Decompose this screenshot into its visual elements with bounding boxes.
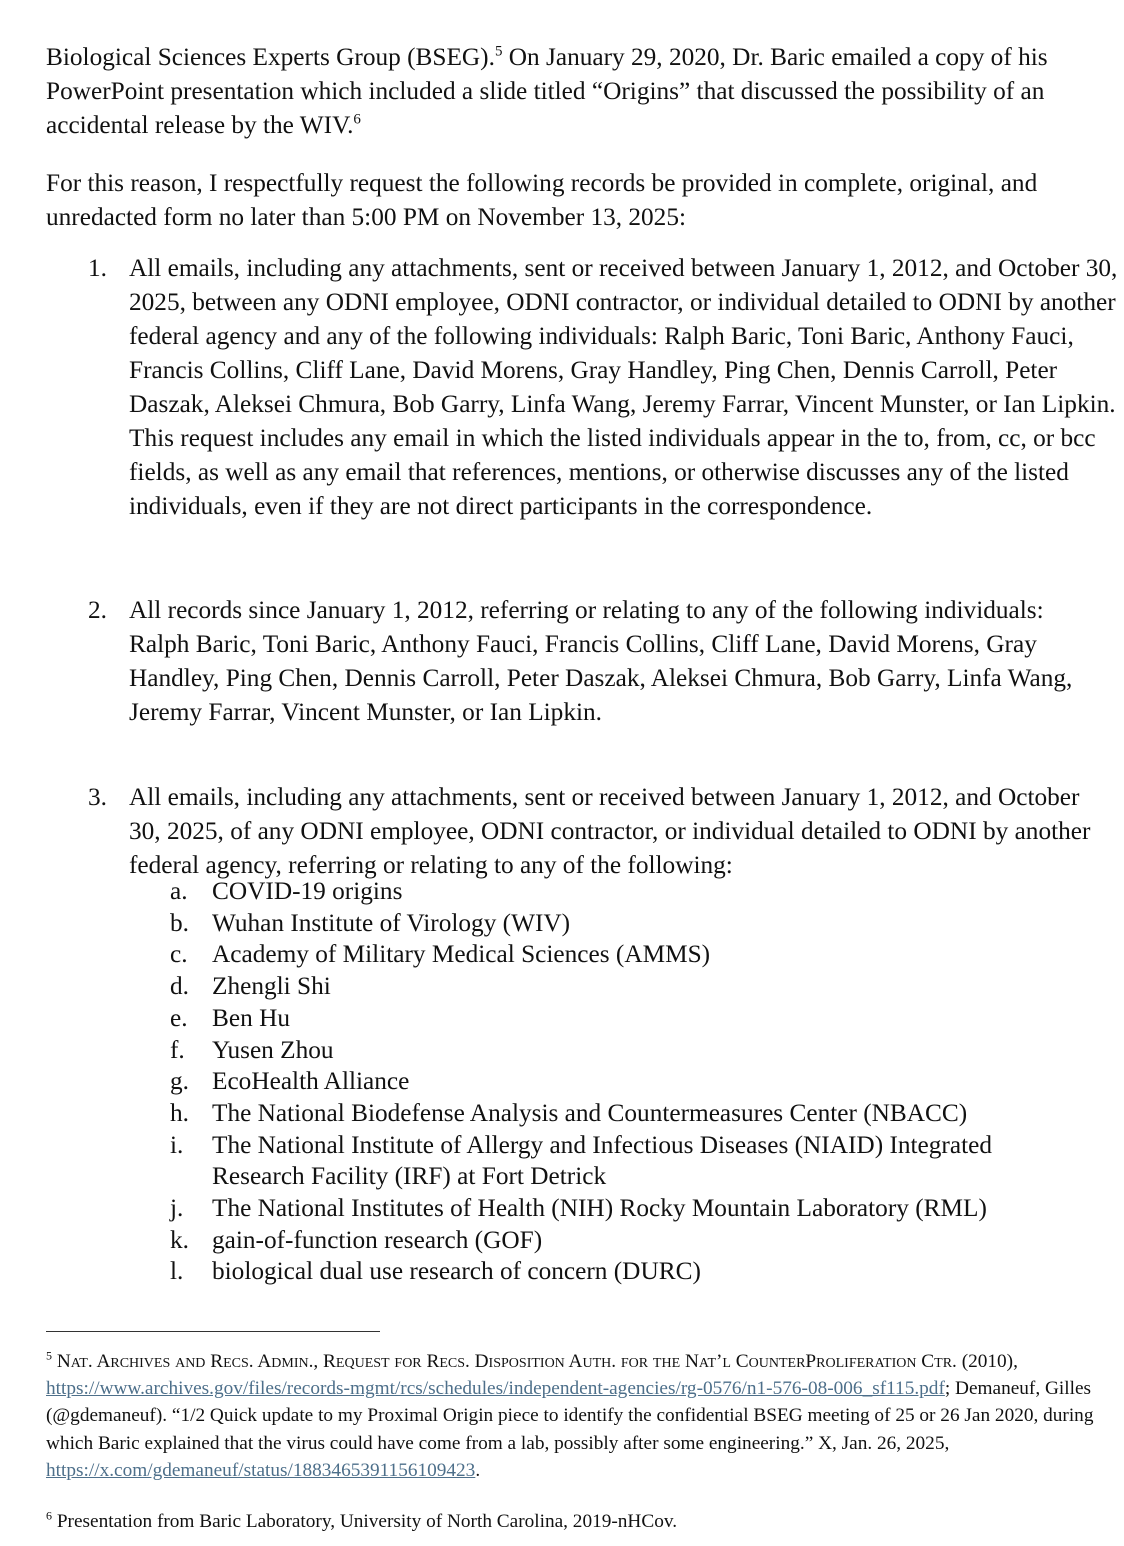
sub-letter: d.	[170, 972, 189, 1001]
sub-item-a	[170, 876, 1090, 908]
sub-text: gain-of-function research (GOF)	[212, 1225, 543, 1254]
sub-item-j	[170, 1193, 1090, 1225]
x-status-link[interactable]: https://x.com/gdemaneuf/status/1883465391156109423	[46, 1459, 476, 1481]
footnote-5	[46, 1348, 1121, 1484]
sub-item-c	[170, 939, 1090, 971]
intro-text-b: On January 29, 2020, Dr. Baric emailed a copy of his PowerPoint presentation which included a slide titled “Origins” that discussed the possibility of an accidental release by the WIV.	[46, 43, 1048, 139]
intro-paragraph	[46, 40, 1116, 142]
sub-text: biological dual use research of concern (DURC)	[212, 1257, 701, 1286]
footnote-mark: 5	[46, 1348, 52, 1363]
archives-link[interactable]: https://www.archives.gov/files/records-mgmt/rcs/schedules/independent-agencies/rg-0576/n1-576-08-006_sf115.pdf	[46, 1378, 945, 1400]
sub-text: Yusen Zhou	[212, 1035, 334, 1064]
sub-item-b	[170, 908, 1090, 940]
footnote-text: ; Demaneuf, Gilles (@gdemaneuf). “1/2 Quick update to my Proximal Origin piece to identify the confidential BSEG meeting of 25 or 26 Jan 2020, during which Baric explained that the virus could have come from a lab, possibly after some engineering.” X, Jan. 26, 2025,	[46, 1378, 1094, 1454]
sub-item-h	[170, 1098, 1090, 1130]
sub-text: Academy of Military Medical Sciences (AMMS)	[212, 940, 711, 969]
footnote-text: Presentation from Baric Laboratory, University of North Carolina, 2019-nHCov.	[52, 1511, 678, 1532]
sub-letter: c.	[170, 940, 188, 969]
sub-item-l	[170, 1256, 1090, 1288]
sub-letter: e.	[170, 1003, 188, 1032]
sub-text: Ben Hu	[212, 1003, 290, 1032]
sub-letter: g.	[170, 1067, 189, 1096]
footnote-mark: 6	[46, 1508, 52, 1523]
request-paragraph: For this reason, I respectfully request the following records be provided in complete, original, and unredacted form no later than 5:00 PM on November 13, 2025:	[46, 169, 1038, 231]
footnote-6	[46, 1508, 1121, 1535]
sub-list	[170, 876, 1090, 1288]
sub-text: The National Institute of Allergy and Infectious Diseases (NIAID) Integrated Research Facility (IRF) at Fort Detrick	[212, 1130, 992, 1191]
intro-text-a: Biological Sciences Experts Group (BSEG).	[46, 43, 495, 71]
sub-item-f	[170, 1035, 1090, 1067]
sub-item-e	[170, 1003, 1090, 1035]
sub-letter: i.	[170, 1130, 184, 1159]
sub-text: The National Institutes of Health (NIH) Rocky Mountain Laboratory (RML)	[212, 1194, 987, 1223]
footnote-ref-5[interactable]: 5	[494, 43, 503, 60]
sub-letter: j.	[170, 1194, 184, 1223]
sub-letter: h.	[170, 1098, 189, 1127]
sub-letter: b.	[170, 908, 189, 937]
item-number: 1.	[88, 254, 107, 282]
sub-text: EcoHealth Alliance	[212, 1067, 410, 1096]
sub-letter: k.	[170, 1225, 189, 1254]
sub-letter: a.	[170, 877, 188, 905]
sub-item-g	[170, 1066, 1090, 1098]
sub-text: Zhengli Shi	[212, 972, 331, 1001]
sub-letter: f.	[170, 1035, 185, 1064]
item-number: 2.	[88, 596, 107, 624]
sub-text: The National Biodefense Analysis and Countermeasures Center (NBACC)	[212, 1098, 968, 1127]
footnote-end: .	[475, 1459, 481, 1481]
sub-item-k	[170, 1225, 1090, 1257]
item-text: All emails, including any attachments, sent or received between January 1, 2012, and October 30, 2025, of any ODNI employee, ODNI contractor, or individual detailed to ODNI by another federal agency, referring or relating to any of the following:	[129, 783, 1091, 879]
sub-text: COVID-19 origins	[212, 877, 403, 905]
item-number: 3.	[88, 783, 107, 811]
footnote-citation: Nat. Archives and Recs. Admin., Request for Recs. Disposition Auth. for the Nat’l CounterProliferation Ctr. (2010),	[56, 1351, 1018, 1372]
sub-text: Wuhan Institute of Virology (WIV)	[212, 908, 571, 937]
item-text: All records since January 1, 2012, referring or relating to any of the following individuals: Ralph Baric, Toni Baric, Anthony Fauci, Francis Collins, Cliff Lane, David Morens, Gray Handley, Ping Chen, Dennis Carroll, Peter Daszak, Aleksei Chmura, Bob Garry, Linfa Wang, Jeremy Farrar, Vincent Munster, or Ian Lipkin.	[129, 596, 1073, 726]
footnote-ref-6[interactable]: 6	[353, 111, 361, 128]
sub-item-i	[170, 1130, 1082, 1193]
sub-letter: l.	[170, 1257, 184, 1286]
sub-item-d	[170, 971, 1090, 1003]
item-text: All emails, including any attachments, sent or received between January 1, 2012, and October 30, 2025, between any ODNI employee, ODNI contractor, or individual detailed to ODNI by another federal agency and any of the following individuals: Ralph Baric, Toni Baric, Anthony Fauci, Francis Collins, Cliff Lane, David Morens, Gray Handley, Ping Chen, Dennis Carroll, Peter Daszak, Aleksei Chmura, Bob Garry, Linfa Wang, Jeremy Farrar, Vincent Munster, or Ian Lipkin. This request includes any email in which the listed individuals appear in the to, from, cc, or bcc fields, as well as any email that references, mentions, or otherwise discusses any of the listed individuals, even if they are not direct participants in the correspondence.	[129, 254, 1118, 520]
footnote-separator	[46, 1331, 380, 1332]
